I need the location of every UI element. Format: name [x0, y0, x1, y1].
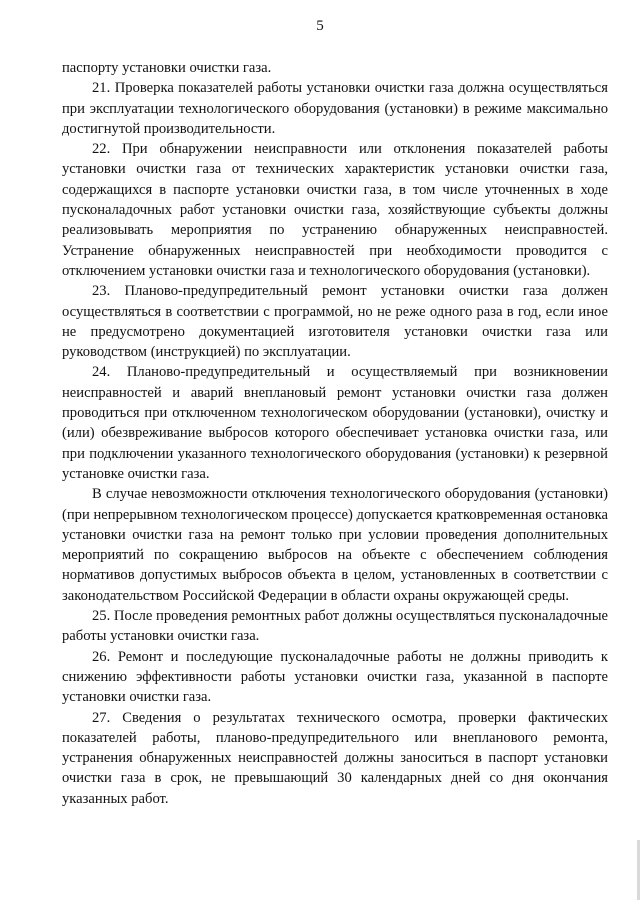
paragraph-25: 25. После проведения ремонтных работ должны осуществляться пусконаладочные работы установки очистки газа. — [62, 608, 608, 645]
paragraph-21: 21. Проверка показателей работы установки очистки газа должна осуществляться при эксплуатации технологического оборудования (установки) в режиме максимально достигнутой производительности. — [62, 80, 608, 137]
paragraph-24: 24. Планово-предупредительный и осуществляемый при возникновении неисправностей и аварий внеплановый ремонт установки очистки газа должен проводиться при отключенном технологическом оборудовании (установки), очистку и (или) обезвреживание выбросов которого обеспечивает установка очистки газа, или при подключении указанного технологического оборудования (установки) к резервной установке очистки газа. — [62, 364, 608, 482]
document-body — [62, 58, 608, 809]
paragraph-27: 27. Сведения о результатах технического осмотра, проверки фактических показателей работы, планово-предупредительного или внепланового ремонта, устранения обнаруженных неисправностей должны заноситься в паспорт установки очистки газа в срок, не превышающий 30 календарных дней со дня окончания указанных работ. — [62, 709, 608, 807]
paragraph-26: 26. Ремонт и последующие пусконаладочные работы не должны приводить к снижению эффективности работы установки очистки газа, указанной в паспорте установки очистки газа. — [62, 648, 608, 706]
paragraph-22: 22. При обнаружении неисправности или отклонения показателей работы установки очистки газа от технических характеристик установки очистки газа, содержащихся в паспорте установки очистки газа, в том числе уточненных в ходе пусконаладочных работ установки очистки газа, хозяйствующие субъекты должны реализовывать мероприятия по устранению обнаруженных неисправностей. Устранение обнаруженных неисправностей при необходимости проводится с отключением установки очистки газа и технологического оборудования (установки). — [62, 141, 608, 279]
paragraph-23: 23. Планово-предупредительный ремонт установки очистки газа должен осуществляться в соответствии с программой, но не реже одного раза в год, если иное не предусмотрено документацией изготовителя установки очистки газа или руководством (инструкцией) по эксплуатации. — [62, 283, 608, 361]
paragraph-continuation: паспорту установки очистки газа. — [62, 60, 272, 76]
page-number: 5 — [316, 18, 324, 34]
paragraph-24-case: В случае невозможности отключения технологического оборудования (установки) (при непрерывном технологическом процессе) допускается кратковременная остановка установки очистки газа на ремонт только при условии проведения дополнительных мероприятий по сокращению выбросов на объекте с обеспечением соблюдения нормативов допустимых выбросов объекта в целом, установленных в соответствии с законодательством Российской Федерации в области охраны окружающей среды. — [62, 486, 608, 604]
